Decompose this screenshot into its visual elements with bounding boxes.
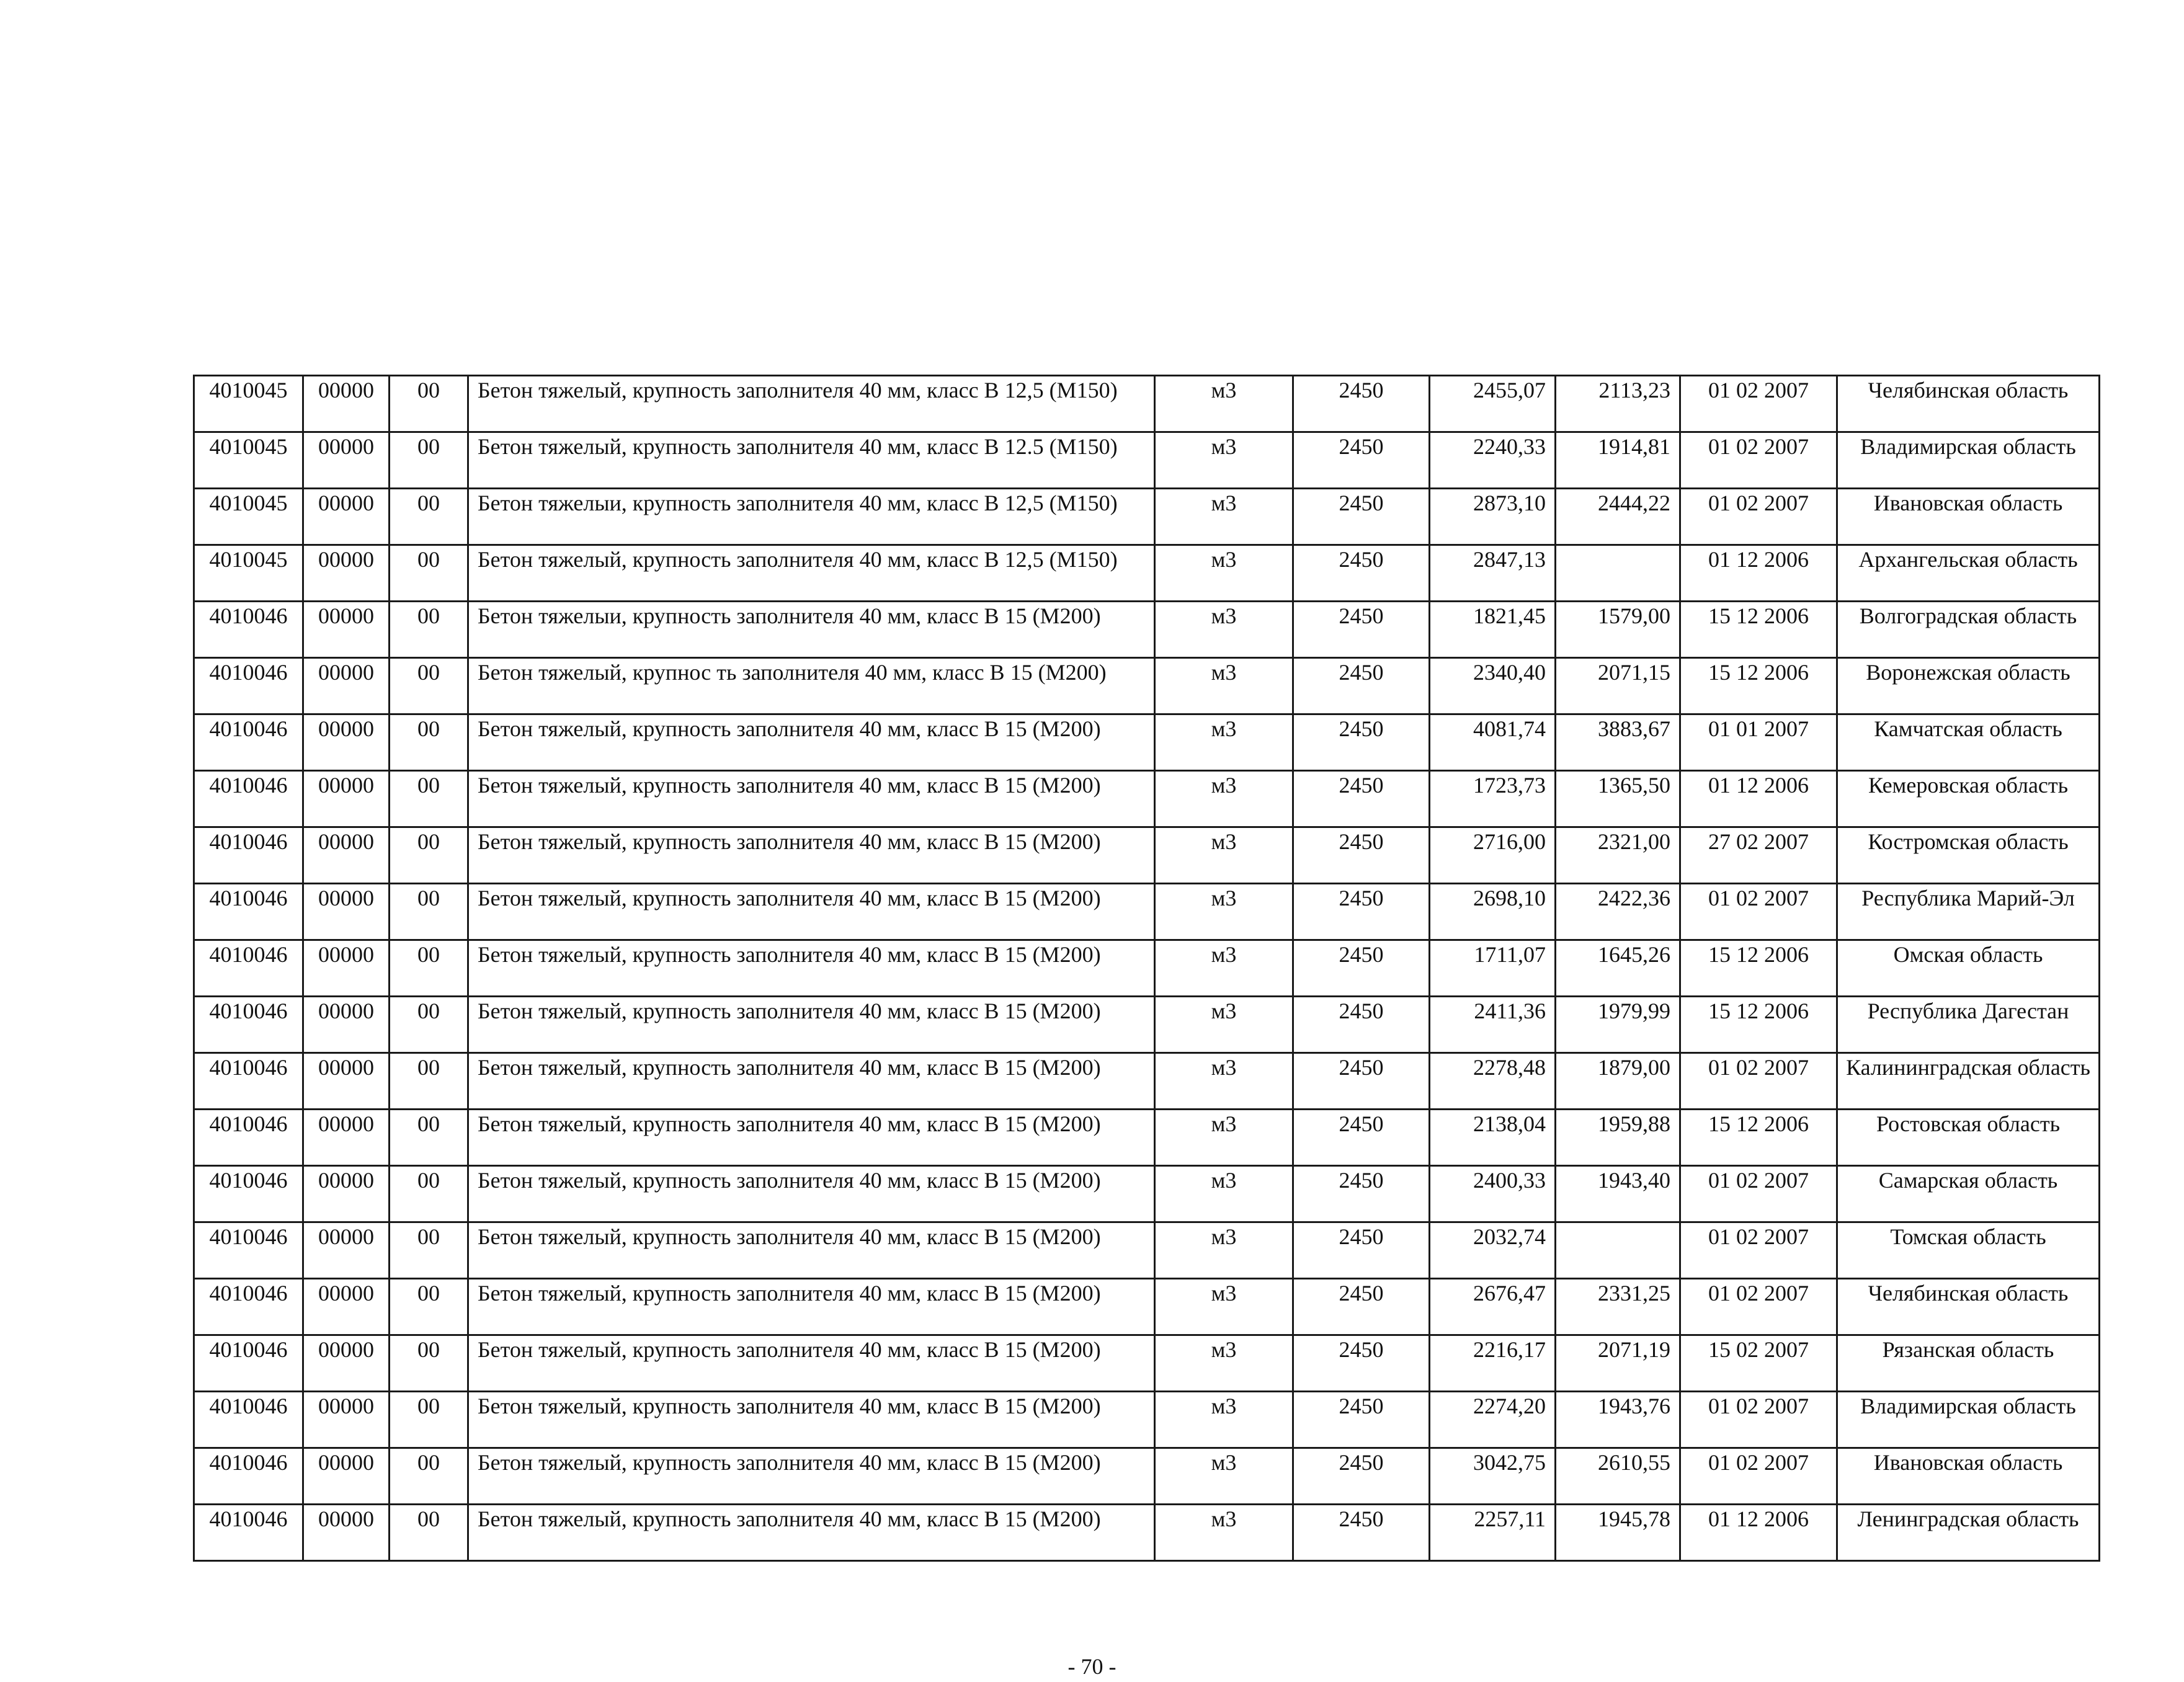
cell-subcode: 00000 <box>303 1505 390 1561</box>
cell-okp: 2450 <box>1293 1279 1430 1335</box>
cell-unit: м3 <box>1155 545 1293 602</box>
cell-unit: м3 <box>1155 489 1293 545</box>
cell-okp: 2450 <box>1293 940 1430 997</box>
cell-subcode: 00000 <box>303 545 390 602</box>
cell-subcode: 00000 <box>303 1448 390 1505</box>
cell-code: 4010046 <box>194 1279 303 1335</box>
cell-okp: 2450 <box>1293 1448 1430 1505</box>
cell-price: 3883,67 <box>1556 714 1680 771</box>
cell-okp: 2450 <box>1293 658 1430 714</box>
cell-group: 00 <box>390 376 468 432</box>
cell-subcode: 00000 <box>303 771 390 827</box>
cell-price: 1914,81 <box>1556 432 1680 489</box>
cell-code: 4010045 <box>194 376 303 432</box>
cell-code: 4010046 <box>194 1505 303 1561</box>
cell-date: 01 02 2007 <box>1680 376 1837 432</box>
cell-okp: 2450 <box>1293 602 1430 658</box>
cell-name: Бетон тяжелый, крупность заполнителя 40 мм, класс В 15 (М200) <box>468 1505 1155 1561</box>
cell-region: Республика Марий-Эл <box>1837 884 2100 940</box>
cell-code: 4010045 <box>194 489 303 545</box>
cell-date: 15 12 2006 <box>1680 997 1837 1053</box>
cell-name: Бетон тяжелый, крупность заполнителя 40 мм, класс В 15 (М200) <box>468 1335 1155 1392</box>
cell-date: 01 12 2006 <box>1680 771 1837 827</box>
cell-code: 4010046 <box>194 1166 303 1222</box>
cell-unit: м3 <box>1155 602 1293 658</box>
cell-group: 00 <box>390 1505 468 1561</box>
cell-date: 01 12 2006 <box>1680 545 1837 602</box>
cell-group: 00 <box>390 602 468 658</box>
cell-subcode: 00000 <box>303 1166 390 1222</box>
cell-unit: м3 <box>1155 1053 1293 1110</box>
table-body <box>194 376 2100 1561</box>
cell-okp: 2450 <box>1293 432 1430 489</box>
cell-region: Ленинградская область <box>1837 1505 2100 1561</box>
price-table <box>193 375 2100 1562</box>
cell-name: Бетон тяжелыи, крупность заполнителя 40 мм, класс В 12,5 (М150) <box>468 489 1155 545</box>
cell-unit: м3 <box>1155 1222 1293 1279</box>
cell-code: 4010046 <box>194 1448 303 1505</box>
cell-date: 15 12 2006 <box>1680 940 1837 997</box>
cell-price-vat: 2138,04 <box>1430 1110 1556 1166</box>
cell-subcode: 00000 <box>303 714 390 771</box>
cell-subcode: 00000 <box>303 489 390 545</box>
cell-subcode: 00000 <box>303 827 390 884</box>
cell-okp: 2450 <box>1293 771 1430 827</box>
cell-price-vat: 2716,00 <box>1430 827 1556 884</box>
cell-region: Владимирская область <box>1837 432 2100 489</box>
cell-name: Бетон тяжелый, крупность заполнителя 40 мм, класс В 15 (М200) <box>468 884 1155 940</box>
cell-group: 00 <box>390 1053 468 1110</box>
cell-group: 00 <box>390 658 468 714</box>
cell-price-vat: 2216,17 <box>1430 1335 1556 1392</box>
cell-date: 01 02 2007 <box>1680 884 1837 940</box>
cell-code: 4010045 <box>194 545 303 602</box>
cell-price-vat: 1723,73 <box>1430 771 1556 827</box>
cell-subcode: 00000 <box>303 376 390 432</box>
table-row <box>194 376 2100 432</box>
cell-okp: 2450 <box>1293 997 1430 1053</box>
cell-price: 2071,15 <box>1556 658 1680 714</box>
cell-group: 00 <box>390 714 468 771</box>
cell-subcode: 00000 <box>303 1053 390 1110</box>
cell-code: 4010046 <box>194 1222 303 1279</box>
cell-unit: м3 <box>1155 1448 1293 1505</box>
cell-group: 00 <box>390 884 468 940</box>
cell-price-vat: 2455,07 <box>1430 376 1556 432</box>
cell-region: Кемеровская область <box>1837 771 2100 827</box>
cell-name: Бетон тяжелый, крупность заполнителя 40 мм, класс В 15 (М200) <box>468 1222 1155 1279</box>
cell-code: 4010046 <box>194 827 303 884</box>
cell-group: 00 <box>390 771 468 827</box>
cell-subcode: 00000 <box>303 432 390 489</box>
table-row <box>194 1279 2100 1335</box>
cell-price: 1365,50 <box>1556 771 1680 827</box>
cell-price <box>1556 545 1680 602</box>
cell-group: 00 <box>390 827 468 884</box>
table-row <box>194 432 2100 489</box>
cell-price-vat: 2340,40 <box>1430 658 1556 714</box>
cell-unit: м3 <box>1155 376 1293 432</box>
cell-date: 01 12 2006 <box>1680 1505 1837 1561</box>
cell-price-vat: 1711,07 <box>1430 940 1556 997</box>
cell-subcode: 00000 <box>303 1279 390 1335</box>
cell-price: 2071,19 <box>1556 1335 1680 1392</box>
cell-price: 2113,23 <box>1556 376 1680 432</box>
cell-price: 1979,99 <box>1556 997 1680 1053</box>
cell-group: 00 <box>390 940 468 997</box>
cell-name: Бетон тяжелый, крупность заполнителя 40 мм, класс В 15 (М200) <box>468 997 1155 1053</box>
cell-okp: 2450 <box>1293 1053 1430 1110</box>
cell-region: Владимирская область <box>1837 1392 2100 1448</box>
cell-name: Бетон тяжелый, крупность заполнителя 40 мм, класс В 15 (М200) <box>468 714 1155 771</box>
cell-okp: 2450 <box>1293 376 1430 432</box>
cell-unit: м3 <box>1155 940 1293 997</box>
cell-unit: м3 <box>1155 771 1293 827</box>
cell-group: 00 <box>390 1392 468 1448</box>
cell-group: 00 <box>390 997 468 1053</box>
cell-region: Калининградская область <box>1837 1053 2100 1110</box>
cell-unit: м3 <box>1155 997 1293 1053</box>
cell-code: 4010046 <box>194 602 303 658</box>
cell-unit: м3 <box>1155 1279 1293 1335</box>
cell-price-vat: 2278,48 <box>1430 1053 1556 1110</box>
table-row <box>194 489 2100 545</box>
table-row <box>194 997 2100 1053</box>
cell-unit: м3 <box>1155 884 1293 940</box>
cell-price: 2331,25 <box>1556 1279 1680 1335</box>
cell-region: Ивановская область <box>1837 1448 2100 1505</box>
cell-price-vat: 2274,20 <box>1430 1392 1556 1448</box>
table-row <box>194 1392 2100 1448</box>
table-row <box>194 1053 2100 1110</box>
cell-unit: м3 <box>1155 658 1293 714</box>
cell-code: 4010046 <box>194 1335 303 1392</box>
cell-code: 4010046 <box>194 658 303 714</box>
cell-subcode: 00000 <box>303 1335 390 1392</box>
cell-date: 15 12 2006 <box>1680 658 1837 714</box>
table-row <box>194 940 2100 997</box>
cell-date: 01 02 2007 <box>1680 1279 1837 1335</box>
cell-region: Ростовская область <box>1837 1110 2100 1166</box>
cell-name: Бетон тяжелый, крупность заполнителя 40 мм, класс В 12,5 (М150) <box>468 376 1155 432</box>
cell-date: 01 02 2007 <box>1680 1053 1837 1110</box>
cell-price: 2321,00 <box>1556 827 1680 884</box>
table-row <box>194 1448 2100 1505</box>
cell-code: 4010046 <box>194 884 303 940</box>
cell-price: 1645,26 <box>1556 940 1680 997</box>
cell-price: 2444,22 <box>1556 489 1680 545</box>
cell-subcode: 00000 <box>303 884 390 940</box>
cell-subcode: 00000 <box>303 658 390 714</box>
cell-date: 01 02 2007 <box>1680 489 1837 545</box>
table-row <box>194 658 2100 714</box>
cell-region: Воронежская область <box>1837 658 2100 714</box>
cell-code: 4010046 <box>194 940 303 997</box>
cell-okp: 2450 <box>1293 827 1430 884</box>
cell-subcode: 00000 <box>303 602 390 658</box>
cell-region: Челябинская область <box>1837 1279 2100 1335</box>
table-row <box>194 1166 2100 1222</box>
cell-price-vat: 2676,47 <box>1430 1279 1556 1335</box>
cell-price-vat: 2847,13 <box>1430 545 1556 602</box>
cell-group: 00 <box>390 1110 468 1166</box>
cell-date: 15 02 2007 <box>1680 1335 1837 1392</box>
cell-code: 4010046 <box>194 1392 303 1448</box>
cell-date: 01 02 2007 <box>1680 1222 1837 1279</box>
cell-price-vat: 2240,33 <box>1430 432 1556 489</box>
cell-code: 4010045 <box>194 432 303 489</box>
cell-unit: м3 <box>1155 432 1293 489</box>
cell-region: Рязанская область <box>1837 1335 2100 1392</box>
table-row <box>194 1335 2100 1392</box>
cell-price-vat: 2698,10 <box>1430 884 1556 940</box>
cell-unit: м3 <box>1155 1392 1293 1448</box>
table-row <box>194 771 2100 827</box>
cell-okp: 2450 <box>1293 884 1430 940</box>
cell-price-vat: 1821,45 <box>1430 602 1556 658</box>
cell-group: 00 <box>390 545 468 602</box>
cell-okp: 2450 <box>1293 1505 1430 1561</box>
cell-name: Бетон тяжелый, крупность заполнителя 40 мм, класс В 15 (М200) <box>468 1279 1155 1335</box>
cell-code: 4010046 <box>194 714 303 771</box>
table-row <box>194 1110 2100 1166</box>
cell-date: 15 12 2006 <box>1680 1110 1837 1166</box>
cell-group: 00 <box>390 432 468 489</box>
cell-name: Бетон тяжелый, крупность заполнителя 40 мм, класс В 15 (М200) <box>468 1166 1155 1222</box>
cell-code: 4010046 <box>194 997 303 1053</box>
cell-date: 01 02 2007 <box>1680 1166 1837 1222</box>
cell-price <box>1556 1222 1680 1279</box>
table-row <box>194 714 2100 771</box>
cell-price: 2610,55 <box>1556 1448 1680 1505</box>
table-row <box>194 884 2100 940</box>
cell-subcode: 00000 <box>303 1110 390 1166</box>
cell-unit: м3 <box>1155 1166 1293 1222</box>
cell-unit: м3 <box>1155 1110 1293 1166</box>
cell-subcode: 00000 <box>303 1222 390 1279</box>
cell-unit: м3 <box>1155 1335 1293 1392</box>
cell-price-vat: 4081,74 <box>1430 714 1556 771</box>
cell-name: Бетон тяжелый, крупность заполнителя 40 мм, класс В 15 (М200) <box>468 827 1155 884</box>
cell-okp: 2450 <box>1293 1222 1430 1279</box>
cell-code: 4010046 <box>194 1110 303 1166</box>
cell-okp: 2450 <box>1293 489 1430 545</box>
cell-group: 00 <box>390 1166 468 1222</box>
cell-name: Бетон тяжелый, крупность заполнителя 40 мм, класс В 15 (М200) <box>468 1392 1155 1448</box>
cell-group: 00 <box>390 1448 468 1505</box>
cell-price: 1959,88 <box>1556 1110 1680 1166</box>
cell-price: 2422,36 <box>1556 884 1680 940</box>
cell-region: Омская область <box>1837 940 2100 997</box>
cell-okp: 2450 <box>1293 1110 1430 1166</box>
cell-code: 4010046 <box>194 771 303 827</box>
table-row <box>194 1222 2100 1279</box>
cell-date: 01 02 2007 <box>1680 1448 1837 1505</box>
cell-name: Бетон тяжелый, крупность заполнителя 40 мм, класс В 15 (М200) <box>468 1110 1155 1166</box>
cell-price-vat: 2400,33 <box>1430 1166 1556 1222</box>
cell-price-vat: 2411,36 <box>1430 997 1556 1053</box>
cell-region: Камчатская область <box>1837 714 2100 771</box>
cell-name: Бетон тяжелый, крупность заполнителя 40 мм, класс В 15 (М200) <box>468 771 1155 827</box>
cell-region: Архангельская область <box>1837 545 2100 602</box>
cell-okp: 2450 <box>1293 714 1430 771</box>
cell-subcode: 00000 <box>303 940 390 997</box>
cell-region: Костромская область <box>1837 827 2100 884</box>
cell-price: 1579,00 <box>1556 602 1680 658</box>
cell-group: 00 <box>390 489 468 545</box>
cell-region: Томская область <box>1837 1222 2100 1279</box>
cell-unit: м3 <box>1155 1505 1293 1561</box>
cell-date: 27 02 2007 <box>1680 827 1837 884</box>
cell-group: 00 <box>390 1279 468 1335</box>
cell-region: Ивановская область <box>1837 489 2100 545</box>
table-row <box>194 1505 2100 1561</box>
page-number: - 70 - <box>1067 1654 1117 1679</box>
cell-group: 00 <box>390 1335 468 1392</box>
cell-subcode: 00000 <box>303 997 390 1053</box>
cell-name: Бетон тяжелый, крупность заполнителя 40 мм, класс В 15 (М200) <box>468 1053 1155 1110</box>
cell-name: Бетон тяжелый, крупность заполнителя 40 мм, класс В 12,5 (М150) <box>468 545 1155 602</box>
cell-region: Челябинская область <box>1837 376 2100 432</box>
cell-okp: 2450 <box>1293 545 1430 602</box>
cell-unit: м3 <box>1155 827 1293 884</box>
cell-name: Бетон тяжелый, крупнос ть заполнителя 40 мм, класс В 15 (М200) <box>468 658 1155 714</box>
cell-price: 1879,00 <box>1556 1053 1680 1110</box>
cell-code: 4010046 <box>194 1053 303 1110</box>
cell-name: Бетон тяжелый, крупность заполнителя 40 мм, класс В 12.5 (М150) <box>468 432 1155 489</box>
table-row <box>194 602 2100 658</box>
cell-name: Бетон тяжелый, крупность заполнителя 40 мм, класс В 15 (М200) <box>468 1448 1155 1505</box>
cell-group: 00 <box>390 1222 468 1279</box>
cell-okp: 2450 <box>1293 1392 1430 1448</box>
table-row <box>194 545 2100 602</box>
cell-price-vat: 3042,75 <box>1430 1448 1556 1505</box>
cell-price-vat: 2032,74 <box>1430 1222 1556 1279</box>
cell-date: 01 02 2007 <box>1680 432 1837 489</box>
cell-okp: 2450 <box>1293 1335 1430 1392</box>
cell-name: Бетон тяжелыи, крупность заполнителя 40 мм, класс В 15 (М200) <box>468 602 1155 658</box>
cell-date: 01 02 2007 <box>1680 1392 1837 1448</box>
cell-price: 1945,78 <box>1556 1505 1680 1561</box>
cell-unit: м3 <box>1155 714 1293 771</box>
cell-price-vat: 2873,10 <box>1430 489 1556 545</box>
cell-region: Самарская область <box>1837 1166 2100 1222</box>
cell-date: 15 12 2006 <box>1680 602 1837 658</box>
cell-price-vat: 2257,11 <box>1430 1505 1556 1561</box>
cell-region: Республика Дагестан <box>1837 997 2100 1053</box>
cell-name: Бетон тяжелый, крупность заполнителя 40 мм, класс В 15 (М200) <box>468 940 1155 997</box>
cell-price: 1943,40 <box>1556 1166 1680 1222</box>
cell-date: 01 01 2007 <box>1680 714 1837 771</box>
cell-region: Волгоградская область <box>1837 602 2100 658</box>
cell-subcode: 00000 <box>303 1392 390 1448</box>
table-row <box>194 827 2100 884</box>
cell-okp: 2450 <box>1293 1166 1430 1222</box>
cell-price: 1943,76 <box>1556 1392 1680 1448</box>
